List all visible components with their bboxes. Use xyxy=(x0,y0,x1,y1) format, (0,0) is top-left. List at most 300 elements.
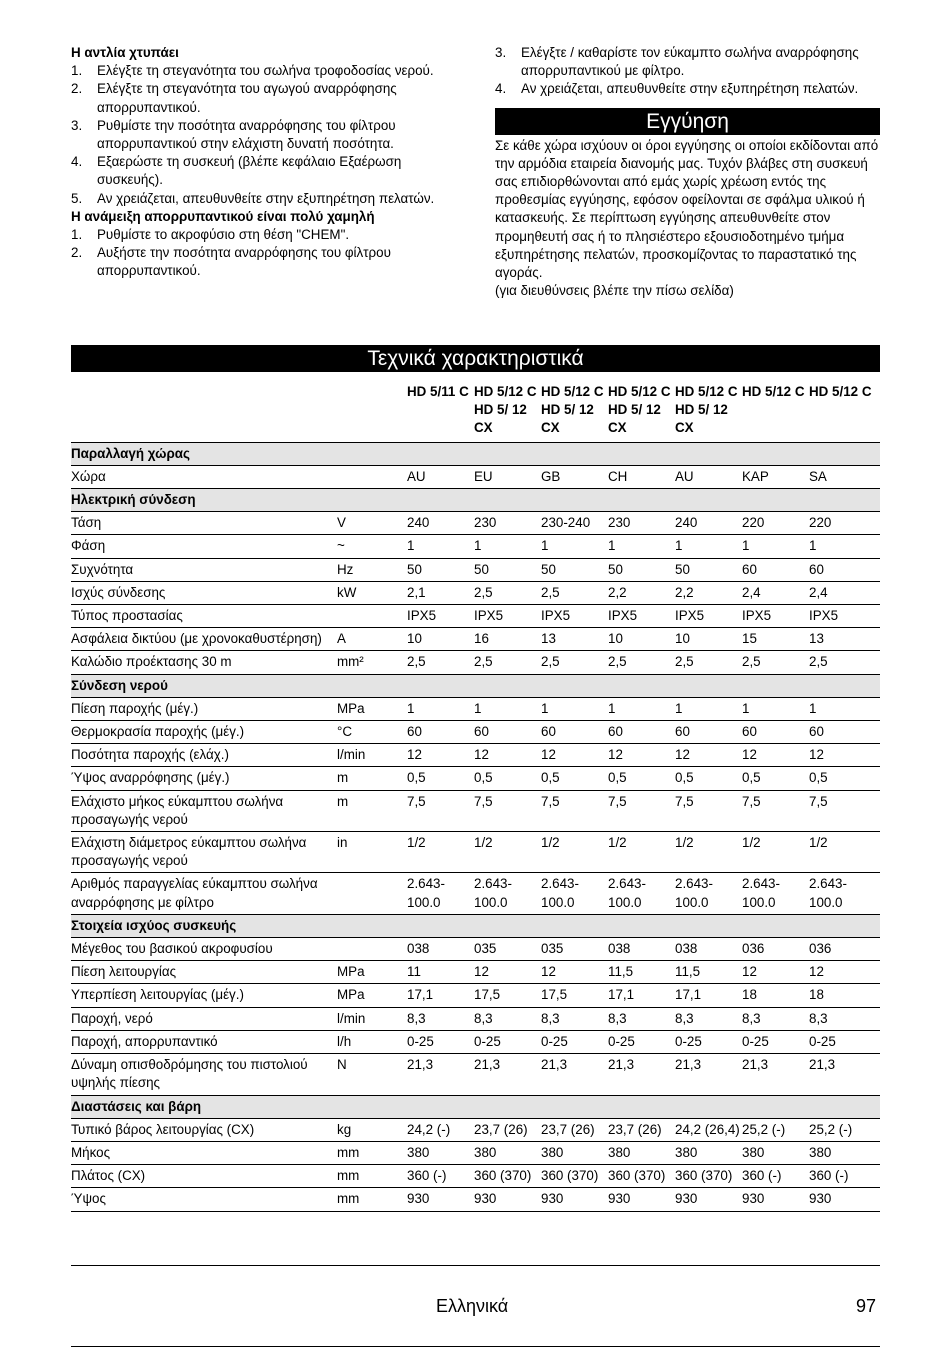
spec-unit: kW xyxy=(337,581,407,604)
spec-value: 21,3 xyxy=(675,1054,742,1095)
spec-value: 230 xyxy=(474,512,541,535)
spec-unit: m xyxy=(337,790,407,831)
spec-value: 17,1 xyxy=(608,984,675,1007)
spec-value: 7,5 xyxy=(407,790,474,831)
list-item-text: Ρυθμίστε το ακροφύσιο στη θέση "CHEM". xyxy=(97,227,350,243)
spec-value: 2,2 xyxy=(608,581,675,604)
spec-value: 1/2 xyxy=(742,832,809,873)
spec-unit: kg xyxy=(337,1118,407,1141)
spec-label: Ασφάλεια δικτύου (με χρονοκαθυστέρηση) xyxy=(71,628,337,651)
spec-value: IPX5 xyxy=(541,605,608,628)
spec-value: 12 xyxy=(608,744,675,767)
section-title: Σύνδεση νερού xyxy=(71,674,880,697)
list-item-number: 3. xyxy=(71,117,83,133)
spec-value: 1 xyxy=(809,535,880,558)
spec-value: 0-25 xyxy=(742,1030,809,1053)
spec-value: 035 xyxy=(474,938,541,961)
spec-value: 360 (370) xyxy=(675,1165,742,1188)
pump-heading: Η αντλία χτυπάει xyxy=(71,45,179,60)
model-header: HD 5/12 C HD 5/ 12 CX xyxy=(608,381,675,442)
spec-value: 50 xyxy=(407,558,474,581)
spec-value: IPX5 xyxy=(407,605,474,628)
list-item-number: 1. xyxy=(71,227,83,243)
list-item-number: 2. xyxy=(71,81,83,97)
list-item xyxy=(71,244,461,280)
model-header: HD 5/12 C xyxy=(742,381,809,442)
spec-value: 12 xyxy=(474,744,541,767)
spec-value: CH xyxy=(608,465,675,488)
spec-value: 036 xyxy=(742,938,809,961)
spec-value: 12 xyxy=(809,961,880,984)
spec-value: 8,3 xyxy=(407,1007,474,1030)
spec-value: 230-240 xyxy=(541,512,608,535)
spec-value: 930 xyxy=(675,1188,742,1211)
spec-value: 2,5 xyxy=(407,651,474,674)
spec-value: 380 xyxy=(809,1141,880,1164)
spec-value: 0-25 xyxy=(541,1030,608,1053)
spec-value: 11,5 xyxy=(608,961,675,984)
pump-steps-list xyxy=(71,62,461,208)
spec-value: 0-25 xyxy=(474,1030,541,1053)
list-item-text: Ελέγξτε τη στεγανότητα του σωλήνα τροφοδοσίας νερού. xyxy=(97,63,434,79)
spec-value: 13 xyxy=(541,628,608,651)
spec-value: 0-25 xyxy=(608,1030,675,1053)
spec-value: 2,5 xyxy=(742,651,809,674)
spec-unit: MPa xyxy=(337,697,407,720)
spec-value: 930 xyxy=(608,1188,675,1211)
table-row xyxy=(71,1141,880,1164)
model-header: HD 5/11 C xyxy=(407,381,474,442)
table-row xyxy=(71,938,880,961)
spec-value: 380 xyxy=(541,1141,608,1164)
spec-value: 240 xyxy=(675,512,742,535)
spec-value: 930 xyxy=(742,1188,809,1211)
list-item-number: 4. xyxy=(71,154,83,170)
spec-value: 60 xyxy=(541,721,608,744)
spec-value: AU xyxy=(407,465,474,488)
list-item xyxy=(71,153,461,189)
section-title: Διαστάσεις και βάρη xyxy=(71,1095,880,1118)
spec-value: 2,5 xyxy=(474,581,541,604)
table-row xyxy=(71,605,880,628)
section-row xyxy=(71,914,880,937)
spec-unit: l/h xyxy=(337,1030,407,1053)
spec-value: 17,5 xyxy=(541,984,608,1007)
spec-label: Φάση xyxy=(71,535,337,558)
spec-value: 930 xyxy=(407,1188,474,1211)
spec-unit: l/min xyxy=(337,1007,407,1030)
spec-value: 12 xyxy=(541,961,608,984)
spec-value: 038 xyxy=(608,938,675,961)
spec-value: 50 xyxy=(474,558,541,581)
spec-value: 8,3 xyxy=(675,1007,742,1030)
spec-value: 0,5 xyxy=(675,767,742,790)
spec-value: 24,2 (-) xyxy=(407,1118,474,1141)
spec-value: 12 xyxy=(474,961,541,984)
spec-value: 360 (-) xyxy=(809,1165,880,1188)
spec-value: 60 xyxy=(809,721,880,744)
spec-value: 1/2 xyxy=(474,832,541,873)
table-row xyxy=(71,1165,880,1188)
spec-unit: mm xyxy=(337,1165,407,1188)
list-item-text: Ελέγξτε / καθαρίστε τον εύκαμπτο σωλήνα αναρρόφησης απορρυπαντικού με φίλτρο. xyxy=(521,45,859,79)
spec-value: IPX5 xyxy=(474,605,541,628)
specs-heading: Τεχνικά χαρακτηριστικά xyxy=(71,345,880,372)
list-item-text: Αυξήστε την ποσότητα αναρρόφησης του φίλτρου απορρυπαντικού. xyxy=(97,245,391,279)
spec-value: 8,3 xyxy=(541,1007,608,1030)
spec-value: IPX5 xyxy=(675,605,742,628)
section-title: Στοιχεία ισχύος συσκευής xyxy=(71,914,880,937)
spec-value: 1 xyxy=(809,697,880,720)
spec-value: 12 xyxy=(407,744,474,767)
spec-label: Ύψος xyxy=(71,1188,337,1211)
spec-value: 60 xyxy=(675,721,742,744)
section-title: Παραλλαγή χώρας xyxy=(71,442,880,465)
spec-value: 8,3 xyxy=(809,1007,880,1030)
spec-value: 15 xyxy=(742,628,809,651)
spec-value: 0-25 xyxy=(407,1030,474,1053)
spec-value: 035 xyxy=(541,938,608,961)
spec-value: 1 xyxy=(742,535,809,558)
list-item-text: Αν χρειάζεται, απευθυνθείτε στην εξυπηρέτηση πελατών. xyxy=(97,190,435,206)
page-number: 97 xyxy=(856,1296,877,1316)
spec-value: 930 xyxy=(541,1188,608,1211)
table-row xyxy=(71,961,880,984)
spec-value: 24,2 (26,4) xyxy=(675,1118,742,1141)
detergent-steps-list xyxy=(71,226,461,281)
spec-label: Παροχή, απορρυπαντικό xyxy=(71,1030,337,1053)
table-header-row xyxy=(71,381,880,442)
spec-value: 7,5 xyxy=(742,790,809,831)
section-row xyxy=(71,442,880,465)
spec-value: 2.643-100.0 xyxy=(675,873,742,914)
spec-value: 11,5 xyxy=(675,961,742,984)
table-row xyxy=(71,697,880,720)
spec-unit: mm xyxy=(337,1188,407,1211)
spec-value: KAP xyxy=(742,465,809,488)
spec-value: 380 xyxy=(608,1141,675,1164)
table-row xyxy=(71,790,880,831)
spec-value: 21,3 xyxy=(541,1054,608,1095)
spec-value: 25,2 (-) xyxy=(742,1118,809,1141)
spec-value: 12 xyxy=(742,961,809,984)
spec-value: 2,5 xyxy=(541,651,608,674)
list-item xyxy=(495,80,880,98)
spec-value: 21,3 xyxy=(474,1054,541,1095)
spec-value: 7,5 xyxy=(809,790,880,831)
spec-value: 50 xyxy=(675,558,742,581)
spec-value: 21,3 xyxy=(608,1054,675,1095)
table-row xyxy=(71,1118,880,1141)
spec-label: Ύψος αναρρόφησης (μέγ.) xyxy=(71,767,337,790)
spec-value: 13 xyxy=(809,628,880,651)
spec-value: 2.643-100.0 xyxy=(474,873,541,914)
list-item xyxy=(71,190,461,208)
spec-value: 0,5 xyxy=(407,767,474,790)
left-column xyxy=(71,44,461,281)
list-item-number: 4. xyxy=(495,81,507,97)
spec-value: 11 xyxy=(407,961,474,984)
spec-label: Τάση xyxy=(71,512,337,535)
spec-value: 17,5 xyxy=(474,984,541,1007)
spec-value: 1/2 xyxy=(541,832,608,873)
spec-value: 380 xyxy=(675,1141,742,1164)
list-item xyxy=(71,226,461,244)
spec-value: 2,2 xyxy=(675,581,742,604)
spec-unit: Hz xyxy=(337,558,407,581)
spec-value: 18 xyxy=(809,984,880,1007)
spec-value: 25,2 (-) xyxy=(809,1118,880,1141)
spec-value: GB xyxy=(541,465,608,488)
spec-value: 8,3 xyxy=(608,1007,675,1030)
spec-value: 360 (370) xyxy=(608,1165,675,1188)
spec-value: 380 xyxy=(742,1141,809,1164)
list-item xyxy=(495,44,880,80)
header-empty-cell xyxy=(337,381,407,442)
spec-value: 7,5 xyxy=(675,790,742,831)
spec-label: Ισχύς σύνδεσης xyxy=(71,581,337,604)
list-item-number: 1. xyxy=(71,63,83,79)
spec-label: Θερμοκρασία παροχής (μέγ.) xyxy=(71,721,337,744)
spec-value: 10 xyxy=(675,628,742,651)
spec-label: Μήκος xyxy=(71,1141,337,1164)
spec-value: 1 xyxy=(742,697,809,720)
spec-value: 21,3 xyxy=(809,1054,880,1095)
spec-value: 21,3 xyxy=(742,1054,809,1095)
spec-value: 1/2 xyxy=(675,832,742,873)
spec-label: Χώρα xyxy=(71,465,337,488)
spec-unit: MPa xyxy=(337,984,407,1007)
table-row xyxy=(71,651,880,674)
table-row xyxy=(71,721,880,744)
spec-value: 10 xyxy=(407,628,474,651)
table-row xyxy=(71,984,880,1007)
table-row xyxy=(71,744,880,767)
table-row xyxy=(71,1007,880,1030)
spec-value: 0,5 xyxy=(474,767,541,790)
list-item xyxy=(71,62,461,80)
spec-label: Ποσότητα παροχής (ελάχ.) xyxy=(71,744,337,767)
spec-value: 60 xyxy=(742,721,809,744)
spec-value: 60 xyxy=(474,721,541,744)
spec-value: SA xyxy=(809,465,880,488)
footer-language: Ελληνικά xyxy=(436,1296,509,1316)
spec-unit: m xyxy=(337,767,407,790)
spec-value: 2.643-100.0 xyxy=(608,873,675,914)
spec-value: 1/2 xyxy=(407,832,474,873)
section-row xyxy=(71,674,880,697)
model-header: HD 5/12 C HD 5/ 12 CX xyxy=(675,381,742,442)
footer-divider-top xyxy=(71,1265,880,1266)
spec-value: 1 xyxy=(675,697,742,720)
spec-unit: V xyxy=(337,512,407,535)
spec-unit: ~ xyxy=(337,535,407,558)
spec-unit: A xyxy=(337,628,407,651)
spec-value: 0,5 xyxy=(541,767,608,790)
spec-label: Πίεση παροχής (μέγ.) xyxy=(71,697,337,720)
spec-value: 2,5 xyxy=(541,581,608,604)
header-empty-cell xyxy=(71,381,337,442)
spec-label: Αριθμός παραγγελίας εύκαμπτου σωλήνα αναρρόφησης με φίλτρο xyxy=(71,873,337,914)
spec-unit: N xyxy=(337,1054,407,1095)
spec-value: 038 xyxy=(675,938,742,961)
spec-value: 7,5 xyxy=(541,790,608,831)
spec-value: 360 (-) xyxy=(407,1165,474,1188)
spec-value: 8,3 xyxy=(742,1007,809,1030)
spec-value: AU xyxy=(675,465,742,488)
table-row xyxy=(71,535,880,558)
spec-value: 12 xyxy=(541,744,608,767)
spec-value: 240 xyxy=(407,512,474,535)
spec-value: 1 xyxy=(608,697,675,720)
table-row xyxy=(71,767,880,790)
spec-value: 12 xyxy=(675,744,742,767)
spec-label: Τύπος προστασίας xyxy=(71,605,337,628)
spec-unit: mm xyxy=(337,1141,407,1164)
spec-value: IPX5 xyxy=(809,605,880,628)
spec-value: 8,3 xyxy=(474,1007,541,1030)
spec-unit xyxy=(337,873,407,914)
section-title: Ηλεκτρική σύνδεση xyxy=(71,489,880,512)
spec-value: 2,5 xyxy=(809,651,880,674)
spec-value: 930 xyxy=(809,1188,880,1211)
section-row xyxy=(71,489,880,512)
spec-label: Παροχή, νερό xyxy=(71,1007,337,1030)
spec-value: 2.643-100.0 xyxy=(742,873,809,914)
spec-value: 50 xyxy=(541,558,608,581)
right-steps-list xyxy=(495,44,880,99)
list-item xyxy=(71,80,461,116)
spec-label: Πλάτος (CX) xyxy=(71,1165,337,1188)
spec-value: EU xyxy=(474,465,541,488)
spec-label: Τυπικό βάρος λειτουργίας (CX) xyxy=(71,1118,337,1141)
spec-value: 23,7 (26) xyxy=(474,1118,541,1141)
right-column xyxy=(495,44,880,300)
spec-value: 21,3 xyxy=(407,1054,474,1095)
table-row xyxy=(71,465,880,488)
spec-value: 60 xyxy=(407,721,474,744)
section-row xyxy=(71,1095,880,1118)
spec-value: 18 xyxy=(742,984,809,1007)
spec-unit: MPa xyxy=(337,961,407,984)
model-header: HD 5/12 C HD 5/ 12 CX xyxy=(474,381,541,442)
detergent-heading: Η ανάμειξη απορρυπαντικού είναι πολύ χαμηλή xyxy=(71,208,375,224)
spec-value: 1 xyxy=(608,535,675,558)
table-row xyxy=(71,832,880,873)
spec-value: 2,4 xyxy=(742,581,809,604)
spec-unit xyxy=(337,605,407,628)
spec-value: 1 xyxy=(541,697,608,720)
table-row xyxy=(71,873,880,914)
spec-value: 7,5 xyxy=(474,790,541,831)
spec-unit: l/min xyxy=(337,744,407,767)
spec-unit: in xyxy=(337,832,407,873)
spec-value: 360 (370) xyxy=(474,1165,541,1188)
specs-table xyxy=(71,381,880,1212)
spec-value: 1 xyxy=(675,535,742,558)
spec-value: 17,1 xyxy=(407,984,474,1007)
spec-value: 2.643-100.0 xyxy=(541,873,608,914)
spec-value: 16 xyxy=(474,628,541,651)
list-item-text: Αν χρειάζεται, απευθυνθείτε στην εξυπηρέτηση πελατών. xyxy=(521,81,859,97)
spec-value: 1 xyxy=(407,535,474,558)
spec-value: 10 xyxy=(608,628,675,651)
list-item-number: 2. xyxy=(71,245,83,261)
table-row xyxy=(71,1030,880,1053)
spec-value: 2,5 xyxy=(474,651,541,674)
spec-value: 17,1 xyxy=(675,984,742,1007)
spec-value: 60 xyxy=(608,721,675,744)
spec-value: 2,5 xyxy=(608,651,675,674)
spec-value: 380 xyxy=(407,1141,474,1164)
spec-value: IPX5 xyxy=(608,605,675,628)
spec-value: 12 xyxy=(809,744,880,767)
spec-label: Ελάχιστη διάμετρος εύκαμπτου σωλήνα προσαγωγής νερού xyxy=(71,832,337,873)
spec-value: 0,5 xyxy=(809,767,880,790)
spec-value: 1/2 xyxy=(608,832,675,873)
spec-label: Συχνότητα xyxy=(71,558,337,581)
spec-value: 220 xyxy=(809,512,880,535)
list-item-text: Ρυθμίστε την ποσότητα αναρρόφησης του φίλτρου απορρυπαντικού στην ελάχιστη δυνατή ποσότητα. xyxy=(97,117,396,152)
spec-value: 1 xyxy=(541,535,608,558)
spec-label: Καλώδιο προέκτασης 30 m xyxy=(71,651,337,674)
spec-value: 0-25 xyxy=(809,1030,880,1053)
spec-label: Ελάχιστο μήκος εύκαμπτου σωλήνα προσαγωγής νερού xyxy=(71,790,337,831)
spec-value: 380 xyxy=(474,1141,541,1164)
list-item xyxy=(71,117,461,153)
warranty-text: Σε κάθε χώρα ισχύουν οι όροι εγγύησης οι οποίοι εκδίδονται από την αρμόδια εταιρεία διανομής μας. Τυχόν βλάβες στη συσκευή σας επιδιορθώνονται από εμάς χωρίς χρέωση εντός της προθεσμίας εγγύησης, εφόσον οφείλονται σε σφάλμα υλικού ή κατασκευής. Σε περίπτωση εγγύησης απευθυνθείτε στον προμηθευτή σας ή το πλησιέστερο εξουσιοδοτημένο τμήμα εξυπηρέτησης πελατών, προσκομίζοντας το παραστατικό της αγοράς. xyxy=(495,137,879,281)
table-row xyxy=(71,581,880,604)
list-item-text: Εξαερώστε τη συσκευή (βλέπε κεφάλαιο Εξαέρωση συσκευής). xyxy=(97,154,402,188)
spec-value: 1 xyxy=(407,697,474,720)
spec-value: 23,7 (26) xyxy=(608,1118,675,1141)
table-row xyxy=(71,628,880,651)
spec-label: Υπερπίεση λειτουργίας (μέγ.) xyxy=(71,984,337,1007)
warranty-heading: Εγγύηση xyxy=(495,108,880,135)
spec-value: 23,7 (26) xyxy=(541,1118,608,1141)
spec-value: 0,5 xyxy=(742,767,809,790)
spec-value: 60 xyxy=(809,558,880,581)
list-item-number: 5. xyxy=(71,190,83,206)
spec-unit xyxy=(337,465,407,488)
spec-value: 0,5 xyxy=(608,767,675,790)
spec-value: 2,4 xyxy=(809,581,880,604)
spec-value: 360 (-) xyxy=(742,1165,809,1188)
warranty-note: (για διευθύνσεις βλέπε την πίσω σελίδα) xyxy=(495,283,734,299)
spec-value: 2,1 xyxy=(407,581,474,604)
table-row xyxy=(71,512,880,535)
spec-value: 50 xyxy=(608,558,675,581)
spec-value: 12 xyxy=(742,744,809,767)
spec-value: 930 xyxy=(474,1188,541,1211)
table-row xyxy=(71,1054,880,1095)
spec-value: 2.643-100.0 xyxy=(407,873,474,914)
spec-label: Δύναμη οπισθοδρόμησης του πιστολιού υψηλής πίεσης xyxy=(71,1054,337,1095)
spec-value: 2.643-100.0 xyxy=(809,873,880,914)
list-item-text: Ελέγξτε τη στεγανότητα του αγωγού αναρρόφησης απορρυπαντικού. xyxy=(97,81,397,115)
spec-value: 1/2 xyxy=(809,832,880,873)
list-item-number: 3. xyxy=(495,45,507,60)
spec-value: 0-25 xyxy=(675,1030,742,1053)
spec-value: 038 xyxy=(407,938,474,961)
spec-value: 7,5 xyxy=(608,790,675,831)
table-row xyxy=(71,558,880,581)
spec-label: Μέγεθος του βασικού ακροφυσίου xyxy=(71,938,337,961)
spec-unit: °C xyxy=(337,721,407,744)
spec-label: Πίεση λειτουργίας xyxy=(71,961,337,984)
model-header: HD 5/12 C xyxy=(809,381,880,442)
spec-value: IPX5 xyxy=(742,605,809,628)
